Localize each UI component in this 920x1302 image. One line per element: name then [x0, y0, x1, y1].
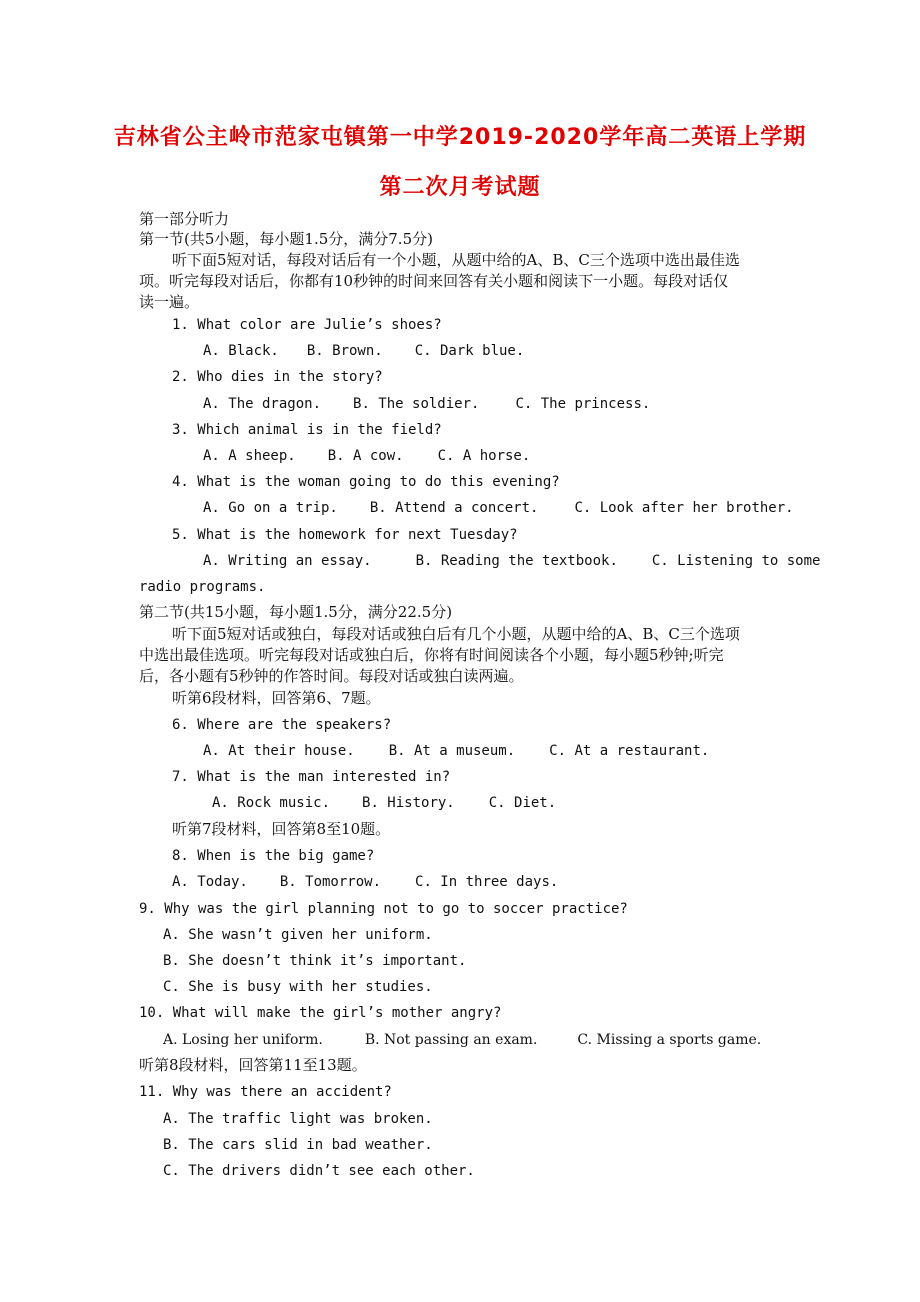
option-c-continued: radio programs.: [139, 579, 266, 595]
option-b: B. Reading the textbook.: [415, 553, 618, 569]
option-c: C. In three days.: [415, 874, 559, 890]
options-1: [203, 341, 524, 361]
option-c: C. The princess.: [515, 396, 651, 412]
section2-instruction: 听下面5短对话或独白，每段对话或独白后有几个小题，从题中给的A、B、C三个选项: [172, 625, 740, 643]
options-10: [163, 1030, 761, 1050]
question-6: 6. Where are the speakers?: [172, 717, 392, 733]
option-a: A. Black.: [203, 343, 279, 359]
section1-instruction: 项。听完每段对话后，你都有10秒钟的时间来回答有关小题和阅读下一小题。每段对话仅: [139, 272, 729, 290]
option-b: B. At a museum.: [388, 743, 516, 759]
option-b: B. Tomorrow.: [279, 874, 382, 890]
option-c: C. She is busy with her studies.: [163, 979, 433, 995]
option-b: B. A cow.: [327, 448, 404, 464]
option-a: A. Losing her uniform.: [163, 1032, 323, 1048]
options-2: [203, 394, 650, 414]
options-4: [203, 498, 794, 518]
option-b: B. She doesn’t think it’s important.: [163, 953, 467, 969]
question-9: 9. Why was the girl planning not to go to soccer practice?: [139, 901, 628, 917]
option-a: A. Writing an essay.: [203, 553, 372, 569]
option-b: B. Brown.: [306, 343, 383, 359]
option-a: A. Go on a trip.: [203, 500, 338, 516]
document-title-line2: 第二次月考试题: [379, 175, 541, 200]
option-a: A. Today.: [172, 874, 248, 890]
question-3: 3. Which animal is in the field?: [172, 422, 442, 438]
question-4: 4. What is the woman going to do this evening?: [172, 474, 560, 490]
question-1: 1. What color are Julie’s shoes?: [172, 317, 442, 333]
options-5: [203, 551, 820, 571]
options-8: [172, 872, 558, 892]
options-3: [203, 446, 530, 466]
question-2: 2. Who dies in the story?: [172, 369, 383, 385]
document-title-line1: 吉林省公主岭市范家屯镇第一中学2019-2020学年高二英语上学期: [113, 125, 807, 150]
material-intro-7: 听第7段材料，回答第8至10题。: [172, 820, 391, 838]
option-c: C. Missing a sports game.: [577, 1032, 762, 1048]
option-a: A. Rock music.: [212, 795, 331, 811]
material-intro-6: 听第6段材料，回答第6、7题。: [172, 689, 381, 707]
options-7: [212, 793, 556, 813]
option-b: B. The cars slid in bad weather.: [163, 1137, 433, 1153]
option-a: A. At their house.: [203, 743, 355, 759]
option-a: A. She wasn’t given her uniform.: [163, 927, 433, 943]
option-c: C. Look after her brother.: [574, 500, 794, 516]
option-a: A. The traffic light was broken.: [163, 1111, 433, 1127]
options-6: [203, 741, 709, 761]
option-b: B. Attend a concert.: [369, 500, 539, 516]
question-11: 11. Why was there an accident?: [139, 1084, 392, 1100]
section1-header: 第一节(共5小题，每小题1.5分，满分7.5分): [139, 230, 433, 248]
section1-instruction: 听下面5短对话，每段对话后有一个小题，从题中给的A、B、C三个选项中选出最佳选: [172, 251, 740, 269]
section2-instruction: 中选出最佳选项。听完每段对话或独白后，你将有时间阅读各个小题，每小题5秒钟;听完: [139, 646, 724, 664]
section1-instruction: 读一遍。: [139, 293, 200, 311]
question-10: 10. What will make the girl’s mother angry?: [139, 1005, 502, 1021]
section2-header: 第二节(共15小题，每小题1.5分，满分22.5分): [139, 603, 453, 621]
question-7: 7. What is the man interested in?: [172, 769, 451, 785]
option-c: C. Listening to some: [651, 553, 821, 569]
part-heading: 第一部分听力: [139, 210, 230, 228]
material-intro-8: 听第8段材料，回答第11至13题。: [139, 1056, 367, 1074]
option-c: C. At a restaurant.: [549, 743, 710, 759]
option-c: C. A horse.: [437, 448, 531, 464]
option-c: C. Diet.: [488, 795, 557, 811]
option-b: B. The soldier.: [353, 396, 480, 412]
option-c: C. Dark blue.: [414, 343, 525, 359]
section2-instruction: 后，各小题有5秒钟的作答时间。每段对话或独白读两遍。: [139, 667, 524, 685]
question-8: 8. When is the big game?: [172, 848, 375, 864]
option-a: A. A sheep.: [203, 448, 296, 464]
question-5: 5. What is the homework for next Tuesday?: [172, 527, 518, 543]
option-b: B. History.: [362, 795, 455, 811]
option-b: B. Not passing an exam.: [364, 1032, 538, 1048]
option-a: A. The dragon.: [203, 396, 322, 412]
option-c: C. The drivers didn’t see each other.: [163, 1163, 475, 1179]
